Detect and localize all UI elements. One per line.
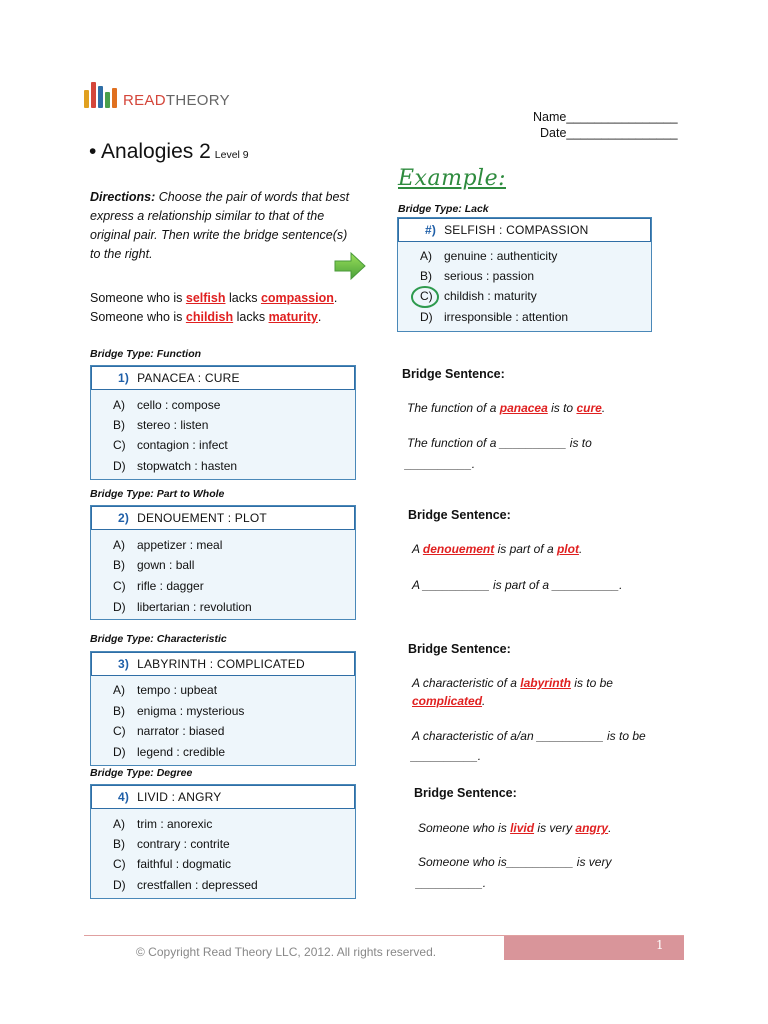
q2-option-c[interactable]: C) rifle : dagger bbox=[113, 579, 204, 593]
q3-pair-header: 3) LABYRINTH : COMPLICATED bbox=[91, 652, 355, 676]
q1-bridge-label: Bridge Sentence: bbox=[402, 367, 505, 381]
date-field: Date________________ bbox=[540, 126, 678, 140]
q4-option-b[interactable]: B) contrary : contrite bbox=[113, 837, 230, 851]
q2-bridge-label: Bridge Sentence: bbox=[408, 508, 511, 522]
page-number: 1 bbox=[656, 938, 664, 952]
q3-bridge-type: Bridge Type: Characteristic bbox=[90, 633, 227, 645]
directions-text: Choose the pair of words that best express a relationship similar to that of the original pair. Then write the bridge sentence(s) to the right. bbox=[90, 190, 350, 261]
q4-option-d[interactable]: D) crestfallen : depressed bbox=[113, 878, 258, 892]
q4-pair-header: 4) LIVID : ANGRY bbox=[91, 785, 355, 809]
q4-option-c[interactable]: C) faithful : dogmatic bbox=[113, 857, 232, 871]
q3-bridge-label: Bridge Sentence: bbox=[408, 642, 511, 656]
q1-option-d[interactable]: D) stopwatch : hasten bbox=[113, 459, 238, 473]
level-label: Level 9 bbox=[214, 149, 249, 161]
q2-option-a[interactable]: A) appetizer : meal bbox=[113, 538, 223, 552]
q4-option-a[interactable]: A) trim : anorexic bbox=[113, 817, 213, 831]
q3-option-c[interactable]: C) narrator : biased bbox=[113, 724, 225, 738]
q3-box bbox=[90, 651, 356, 766]
q3-bridge-example: A characteristic of a labyrinth is to be complicated. bbox=[412, 676, 613, 708]
example-pair-header: #) SELFISH : COMPASSION bbox=[398, 218, 651, 242]
name-field: Name________________ bbox=[533, 110, 678, 124]
example-box bbox=[397, 217, 652, 332]
q1-option-b[interactable]: B) stereo : listen bbox=[113, 418, 209, 432]
q3-bridge-blank-line2[interactable]: __________. bbox=[411, 749, 482, 763]
q1-bridge-type: Bridge Type: Function bbox=[90, 348, 202, 360]
q2-option-d[interactable]: D) libertarian : revolution bbox=[113, 600, 252, 614]
page-title: • Analogies 2 Level 9 bbox=[89, 140, 249, 163]
q4-bridge-blank-line2[interactable]: __________. bbox=[416, 876, 487, 890]
example-sentence-1: Someone who is selfish lacks compassion. bbox=[90, 291, 338, 305]
q1-bridge-example: The function of a panacea is to cure. bbox=[407, 401, 606, 415]
q1-bridge-blank-line2[interactable]: __________. bbox=[405, 457, 476, 471]
q4-bridge-label: Bridge Sentence: bbox=[414, 786, 517, 800]
directions-label: Directions: bbox=[90, 190, 156, 204]
example-option-b: B) serious : passion bbox=[420, 269, 535, 283]
q4-bridge-type: Bridge Type: Degree bbox=[90, 767, 193, 779]
copyright-text: © Copyright Read Theory LLC, 2012. All rights reserved. bbox=[136, 945, 437, 959]
q1-option-a[interactable]: A) cello : compose bbox=[113, 398, 221, 412]
q2-bridge-example: A denouement is part of a plot. bbox=[412, 542, 583, 556]
example-title: Example: bbox=[398, 166, 506, 191]
example-option-d: D) irresponsible : attention bbox=[420, 310, 569, 324]
q1-pair-header: 1) PANACEA : CURE bbox=[91, 366, 355, 390]
answer-circle-icon bbox=[410, 286, 440, 308]
example-option-c: C) childish : maturity bbox=[420, 289, 537, 303]
readtheory-logo-icon bbox=[84, 82, 116, 108]
example-bridge-type: Bridge Type: Lack bbox=[398, 203, 489, 215]
q4-bridge-example: Someone who is livid is very angry. bbox=[418, 821, 612, 835]
directions bbox=[90, 188, 354, 264]
q4-bridge-blank-line1[interactable]: Someone who is__________ is very bbox=[418, 855, 612, 869]
q3-option-b[interactable]: B) enigma : mysterious bbox=[113, 704, 245, 718]
q3-bridge-blank-line1[interactable]: A characteristic of a/an __________ is to be bbox=[412, 729, 646, 743]
q2-pair-header: 2) DENOUEMENT : PLOT bbox=[91, 506, 355, 530]
q2-bridge-blank-line1[interactable]: A __________ is part of a __________. bbox=[412, 578, 623, 592]
example-option-a: A) genuine : authenticity bbox=[420, 249, 558, 263]
q3-option-a[interactable]: A) tempo : upbeat bbox=[113, 683, 218, 697]
example-sentence-2: Someone who is childish lacks maturity. bbox=[90, 310, 322, 324]
q2-box bbox=[90, 505, 356, 620]
q1-box bbox=[90, 365, 356, 480]
q4-box bbox=[90, 784, 356, 899]
q2-bridge-type: Bridge Type: Part to Whole bbox=[90, 488, 225, 500]
q3-option-d[interactable]: D) legend : credible bbox=[113, 745, 226, 759]
arrow-right-icon bbox=[333, 251, 367, 281]
q1-bridge-blank-line1[interactable]: The function of a __________ is to bbox=[407, 436, 592, 450]
q1-option-c[interactable]: C) contagion : infect bbox=[113, 438, 228, 452]
q2-option-b[interactable]: B) gown : ball bbox=[113, 558, 195, 572]
logo-text: READTHEORY bbox=[123, 92, 230, 109]
